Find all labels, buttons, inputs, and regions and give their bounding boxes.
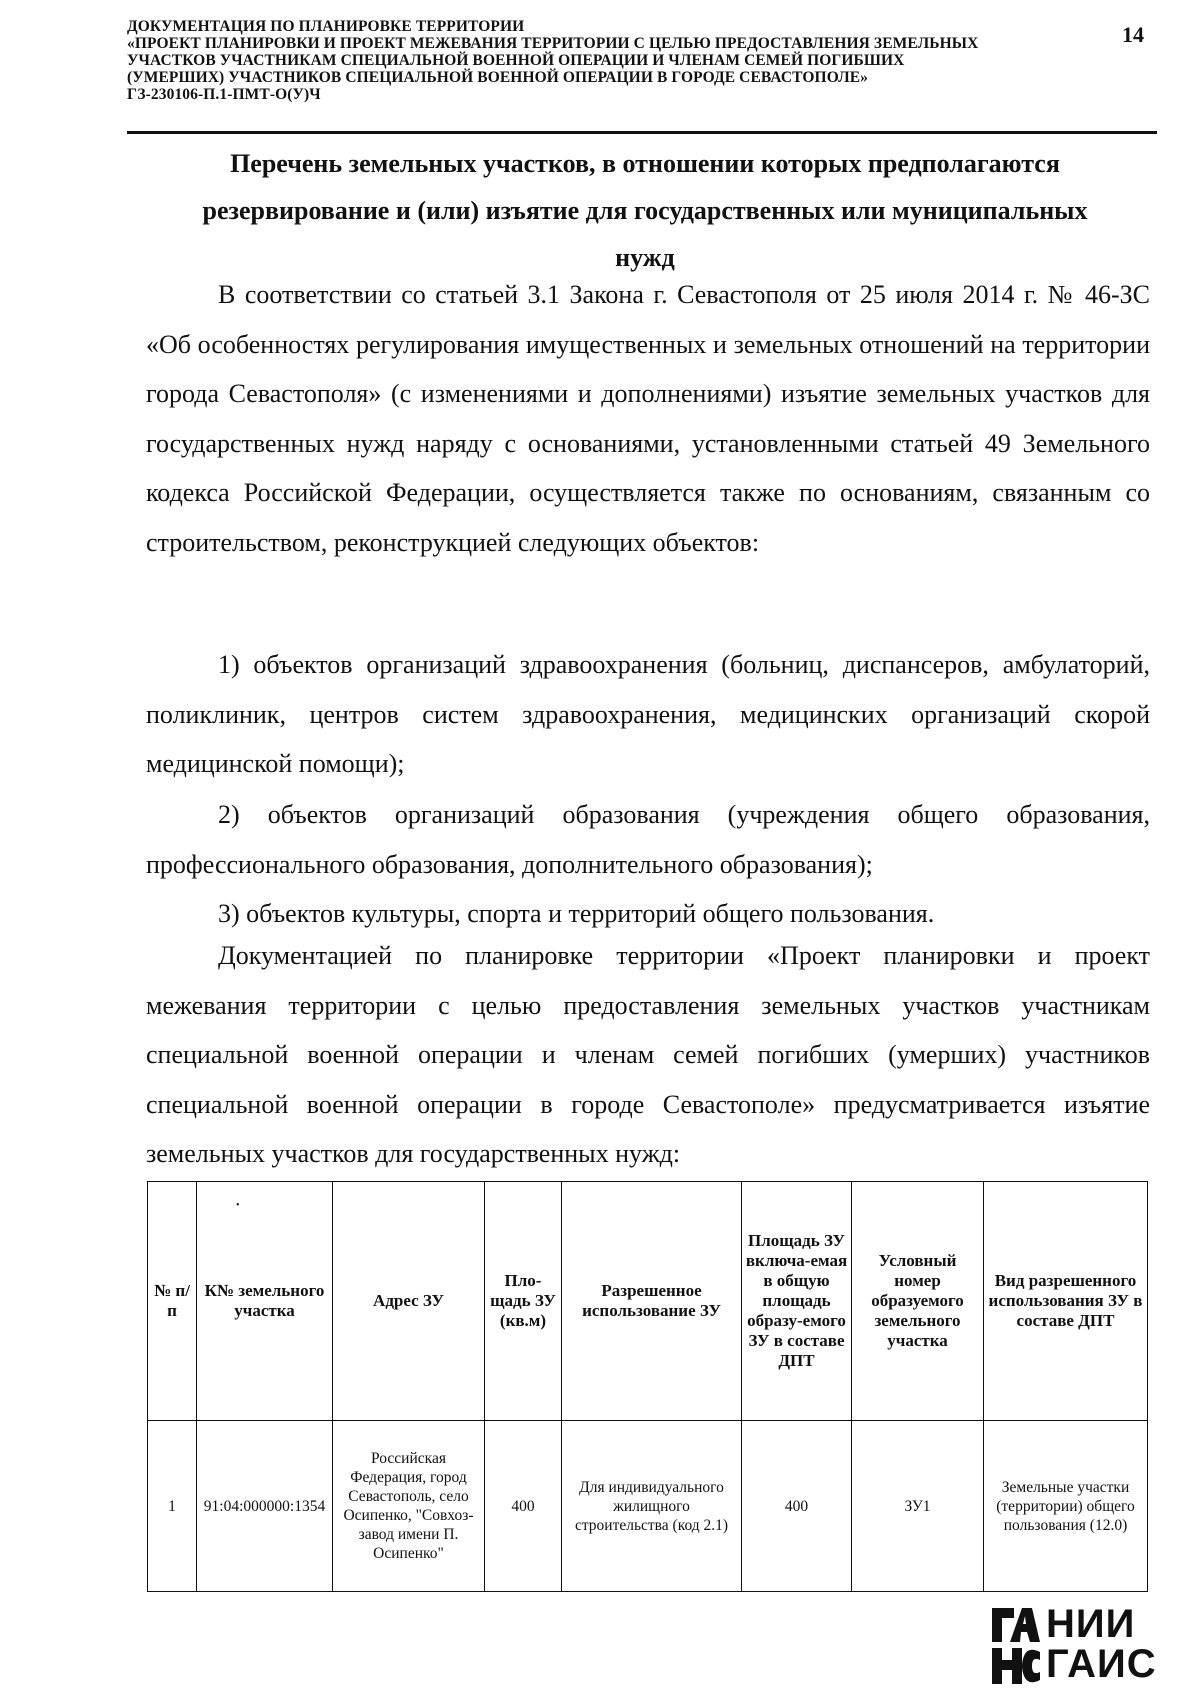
paragraph-legal-basis: В соответствии со статьей 3.1 Закона г. Севастополя от 25 июля 2014 г. № 46-ЗС «Об особенностях регулирования имущественных и земельных отношений на территории города Севастополя» (с изменениями и дополнениями) изъятие земельных участков для государственных нужд наряду с основаниями, установленными статьей 49 Земельного кодекса Российской Федерации, осуществляется также по основаниям, связанным со строительством, реконструкцией следующих объектов:	[146, 280, 1150, 557]
document-code: ГЗ-230106-П.1-ПМТ-О(У)Ч	[127, 86, 321, 103]
list-item-culture: 3) объектов культуры, спорта и территорий общего пользования.	[218, 899, 935, 928]
cell-conditional-number: ЗУ1	[852, 1421, 984, 1592]
col-header-area: Пло-щадь ЗУ (кв.м)	[485, 1182, 562, 1421]
list-item-education: 2) объектов организаций образования (учреждения общего образования, профессионального образования, дополнительного образования);	[146, 800, 1150, 879]
col-header-cadastral: К№ земельного участка	[197, 1182, 333, 1421]
logo-text-line-2: ГАИС	[1046, 1642, 1157, 1686]
cell-cadastral: 91:04:000000:1354	[197, 1421, 333, 1592]
header-line-1: ДОКУМЕНТАЦИЯ ПО ПЛАНИРОВКЕ ТЕРРИТОРИИ	[127, 18, 525, 35]
section-title-line-1: Перечень земельных участков, в отношении которых предполагаются	[230, 149, 1060, 178]
body-paragraph-group-2	[146, 640, 1150, 789]
page-number: 14	[1122, 22, 1144, 47]
col-header-permitted-use: Разрешенное использование ЗУ	[562, 1182, 742, 1421]
header-line-4: (УМЕРШИХ) УЧАСТНИКОВ СПЕЦИАЛЬНОЙ ВОЕННОЙ ОПЕРАЦИИ В ГОРОДЕ СЕВАСТОПОЛЕ»	[127, 69, 869, 86]
cell-included-area: 400	[742, 1421, 852, 1592]
cell-number: 1	[148, 1421, 197, 1592]
cell-dpt-use: Земельные участки (территории) общего пользования (12.0)	[984, 1421, 1148, 1592]
header-line-2: «ПРОЕКТ ПЛАНИРОВКИ И ПРОЕКТ МЕЖЕВАНИЯ ТЕРРИТОРИИ С ЦЕЛЬЮ ПРЕДОСТАВЛЕНИЯ ЗЕМЕЛЬНЫХ	[127, 35, 979, 52]
table-header-row	[148, 1182, 1148, 1421]
cell-area: 400	[485, 1421, 562, 1592]
section-title-line-3: нужд	[615, 243, 675, 272]
col-header-dpt-use: Вид разрешенного использования ЗУ в составе ДПТ	[984, 1182, 1148, 1421]
cell-permitted-use: Для индивидуального жилищного строительства (код 2.1)	[562, 1421, 742, 1592]
col-header-included-area: Площадь ЗУ включа-емая в общую площадь образу-емого ЗУ в составе ДПТ	[742, 1182, 852, 1421]
land-plots-table	[147, 1181, 1148, 1592]
paragraph-documentation: Документацией по планировке территории «Проект планировки и проект межевания территории с целью предоставления земельных участков участникам специальной военной операции и членам семей погибших (умерших) участников специальной военной операции в городе Севастополе» предусматривается изъятие земельных участков для государственных нужд:	[146, 941, 1150, 1168]
header-line-3: УЧАСТКОВ УЧАСТНИКАМ СПЕЦИАЛЬНОЙ ВОЕННОЙ ОПЕРАЦИИ И ЧЛЕНАМ СЕМЕЙ ПОГИБШИХ	[127, 52, 905, 69]
logo-text-line-1: НИИ	[1046, 1602, 1136, 1646]
cell-address: Российская Федерация, город Севастополь, село Осипенко, "Совхоз-завод имени П. Осипенко"	[333, 1421, 485, 1592]
body-paragraph-group-3	[146, 790, 1150, 939]
col-header-conditional-number: Условный номер образуемого земельного участка	[852, 1182, 984, 1421]
section-title	[140, 140, 1150, 281]
document-header	[127, 18, 1087, 103]
section-title-line-2: резервирование и (или) изъятие для государственных или муниципальных	[202, 196, 1088, 225]
table-row	[148, 1421, 1148, 1592]
scan-speck: •	[236, 1200, 240, 1211]
col-header-number: № п/п	[148, 1182, 197, 1421]
gais-logo-mark-icon	[990, 1606, 1040, 1684]
col-header-address: Адрес ЗУ	[333, 1182, 485, 1421]
header-divider	[127, 131, 1157, 134]
body-paragraph-group-1	[146, 270, 1150, 567]
body-paragraph-group-4	[146, 931, 1150, 1179]
company-logo	[990, 1604, 1170, 1688]
list-item-healthcare: 1) объектов организаций здравоохранения (больниц, диспансеров, амбулаторий, поликлиник, центров систем здравоохранения, медицинских организаций скорой медицинской помощи);	[146, 650, 1150, 778]
